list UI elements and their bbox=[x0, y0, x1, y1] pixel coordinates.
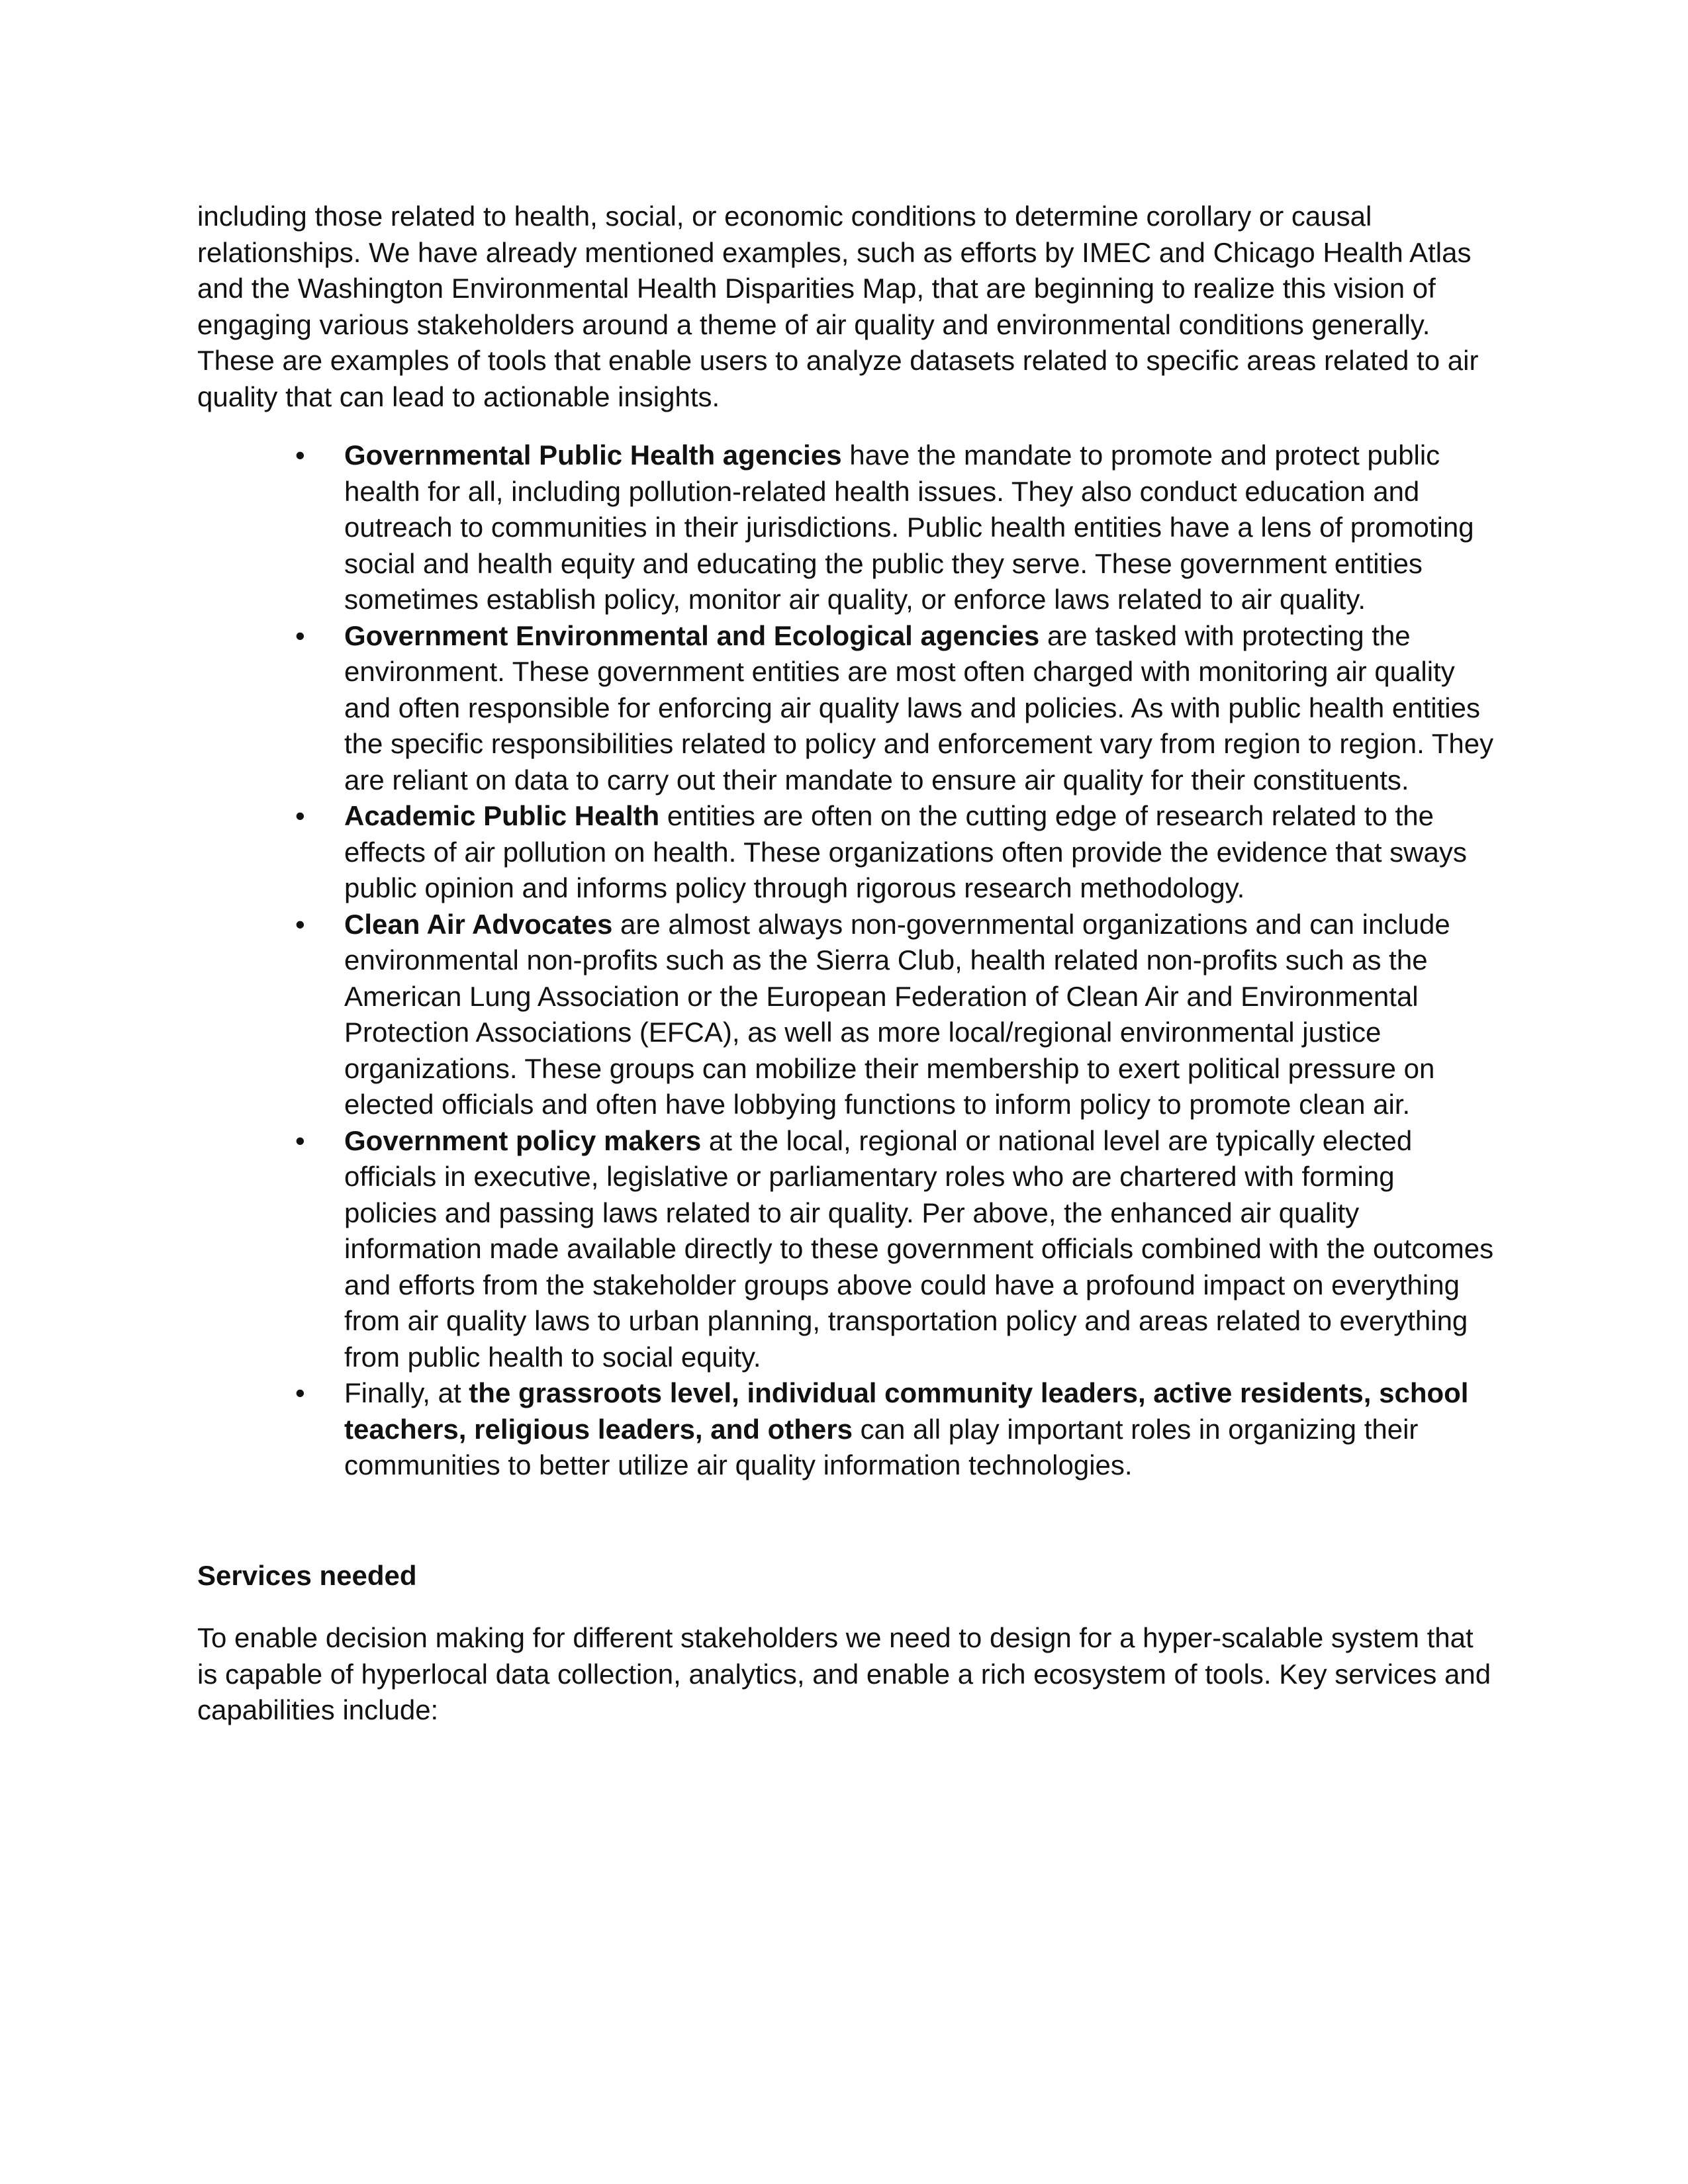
list-item-grassroots bbox=[197, 1375, 1495, 1484]
list-item-text: have the mandate to promote and protect public health for all, including pollution-related health issues. They also conduct education and outreach to communities in their jurisdictions. Public health entities have a lens of promoting social and health equity and educating the public they serve. These government entities sometimes establish policy, monitor air quality, or enforce laws related to air quality. bbox=[344, 439, 1474, 615]
bullet-icon: • bbox=[295, 1377, 305, 1408]
section-heading: Services needed bbox=[197, 1559, 417, 1591]
list-item-clean-air-advocates bbox=[197, 907, 1495, 1123]
list-item-text: can all play important roles in organizing their communities to better utilize air quality information technologies. bbox=[344, 1413, 1419, 1480]
list-item-prefix: Finally, at bbox=[344, 1377, 469, 1408]
list-item-term: the grassroots level, individual community leaders, active residents, school teachers, religious leaders, and others bbox=[344, 1377, 1469, 1445]
stakeholder-list bbox=[197, 437, 1495, 1484]
list-item-text: at the local, regional or national level are typically elected officials in executive, legislative or parliamentary roles who are chartered with forming policies and passing laws related to air quality. Per above, the enhanced air quality information made available directly to these government officials combined with the outcomes and efforts from the stakeholder groups above could have a profound impact on everything from air quality laws to urban planning, transportation policy and areas related to everything from public health to social equity. bbox=[344, 1124, 1494, 1373]
bullet-icon: • bbox=[295, 908, 305, 940]
list-item-term: Academic Public Health bbox=[344, 800, 660, 831]
bullet-icon: • bbox=[295, 619, 305, 651]
list-item-text: are almost always non-governmental organizations and can include environmental non-profits such as the Sierra Club, health related non-profits such as the American Lung Association or the European Federation of Clean Air and Environmental Protection Associations (EFCA), as well as more local/regional environmental justice organizations. These groups can mobilize their membership to exert political pressure on elected officials and often have lobbying functions to inform policy to promote clean air. bbox=[344, 908, 1450, 1120]
list-item-academic-public-health bbox=[197, 798, 1495, 907]
intro-paragraph: including those related to health, social, or economic conditions to determine corollary or causal relationships. We have already mentioned examples, such as efforts by IMEC and Chicago Health Atlas and the Washington Environmental Health Disparities Map, that are beginning to realize this vision of engaging various stakeholders around a theme of air quality and environmental conditions generally. These are examples of tools that enable users to analyze datasets related to specific areas related to air quality that can lead to actionable insights. bbox=[197, 201, 1479, 412]
list-item-public-health-agencies bbox=[197, 437, 1495, 618]
bullet-icon: • bbox=[295, 1124, 305, 1156]
list-item-text: are tasked with protecting the environment. These government entities are most often charged with monitoring air quality and often responsible for enforcing air quality laws and policies. As with public health entities the specific responsibilities related to policy and enforcement vary from region to region. They are reliant on data to carry out their mandate to ensure air quality for their constituents. bbox=[344, 619, 1494, 796]
bullet-icon: • bbox=[295, 800, 305, 831]
list-item-term: Government policy makers bbox=[344, 1124, 702, 1156]
list-item-term: Governmental Public Health agencies bbox=[344, 439, 842, 471]
bullet-icon: • bbox=[295, 439, 305, 471]
document-page bbox=[197, 199, 1495, 1729]
list-item-environmental-agencies bbox=[197, 618, 1495, 799]
list-item-text: entities are often on the cutting edge of research related to the effects of air pollution on health. These organizations often provide the evidence that sways public opinion and informs policy through rigorous research methodology. bbox=[344, 800, 1467, 903]
list-item-policy-makers bbox=[197, 1123, 1495, 1376]
section-body: To enable decision making for different stakeholders we need to design for a hyper-scalable system that is capable of hyperlocal data collection, analytics, and enable a rich ecosystem of tools. Key services and capabilities include: bbox=[197, 1622, 1491, 1725]
list-item-term: Government Environmental and Ecological agencies bbox=[344, 619, 1040, 651]
list-item-term: Clean Air Advocates bbox=[344, 908, 613, 940]
